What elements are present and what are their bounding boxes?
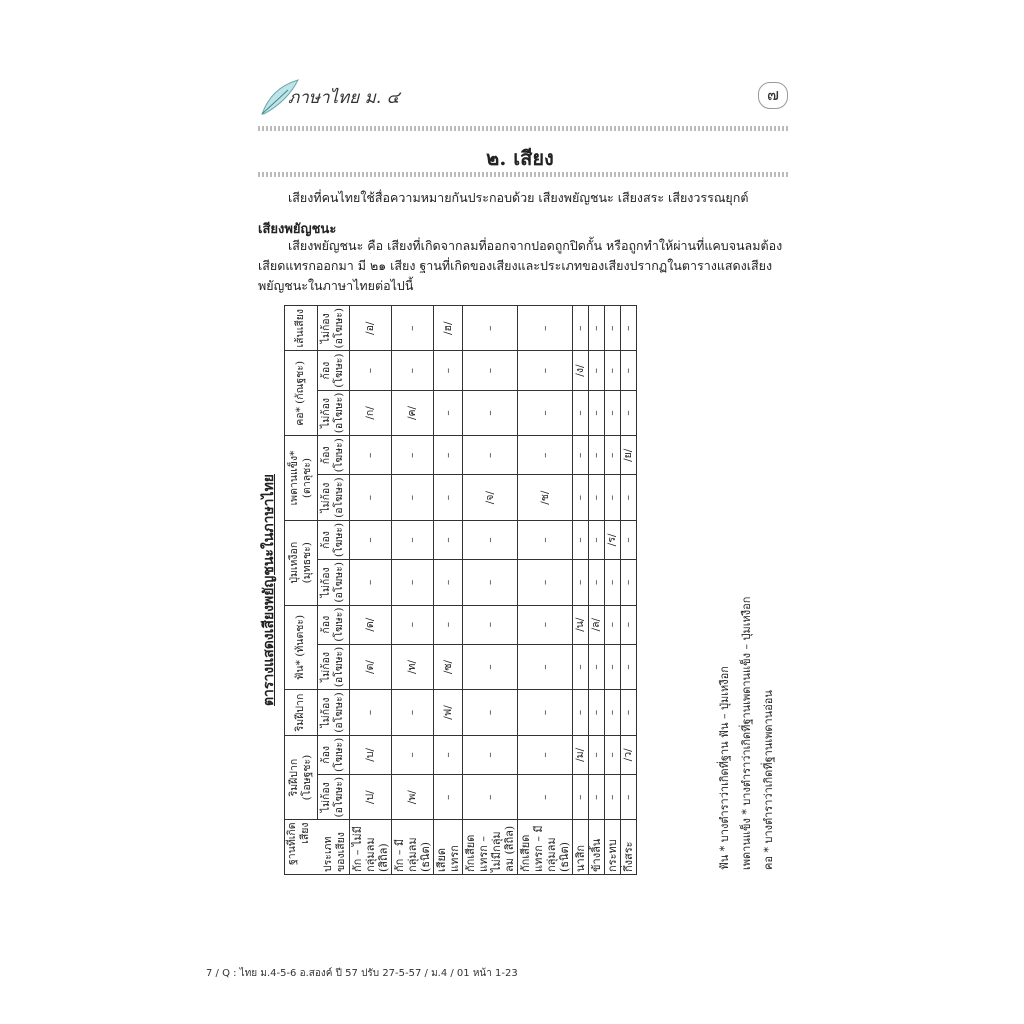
phoneme-cell: – — [605, 774, 621, 820]
corner-type-label: ประเภทของเสียง — [322, 832, 347, 872]
phoneme-cell: – — [463, 436, 518, 475]
phoneme-cell: – — [621, 351, 637, 390]
phoneme-cell: /ม/ — [573, 735, 589, 774]
voiced-header — [317, 351, 350, 390]
phoneme-cell: – — [434, 560, 463, 606]
voicing-sublabel: (อโฆษะ) — [333, 692, 346, 733]
voicing-label: ก้อง — [320, 615, 333, 634]
phoneme-cell: – — [605, 436, 621, 475]
voicing-sublabel: (อโฆษะ) — [333, 646, 346, 688]
phoneme-cell: – — [621, 644, 637, 690]
voicing-label: ไม่ก้อง — [320, 697, 333, 728]
row-label: กึ่งสระ — [621, 820, 637, 875]
voicing-sublabel: (อโฆษะ) — [333, 477, 346, 518]
note-line: คอ * บางตำราว่าเกิดที่ฐานเพดานอ่อน — [762, 690, 775, 870]
phoneme-cell: – — [589, 735, 605, 774]
phoneme-cell: – — [350, 475, 392, 521]
voicing-label: ไม่ก้อง — [320, 782, 333, 813]
voiced-header — [317, 605, 350, 644]
phoneme-cell: – — [392, 605, 434, 644]
phoneme-cell: – — [518, 774, 573, 820]
voiceless-header — [317, 644, 350, 690]
row-label: เสียดแทรก — [434, 820, 463, 875]
phoneme-cell: – — [518, 390, 573, 436]
corner-place-label: ฐานที่เกิดเสียง — [286, 822, 311, 865]
phoneme-cell: /น/ — [573, 605, 589, 644]
phoneme-cell: /ต/ — [350, 644, 392, 690]
section-body: เสียงพยัญชนะ คือ เสียงที่เกิดจากลมที่ออกจากปอดถูกปิดกั้น หรือถูกทำให้ผ่านที่แคบจนลมต้องเสียดแทรกออกมา มี ๒๑ เสียง ฐานที่เกิดของเสียงและประเภทของเสียงปรากฏในตารางแสดงเสียงพยัญชนะในภาษาไทยต่อไปนี้ — [258, 238, 783, 293]
phoneme-cell: – — [518, 690, 573, 736]
table-caption: ตารางแสดงเสียงพยัญชนะในภาษาไทย — [261, 473, 277, 707]
phoneme-cell: – — [392, 351, 434, 390]
chapter-divider — [258, 172, 788, 177]
phoneme-cell: /ซ/ — [434, 644, 463, 690]
phoneme-cell: – — [589, 520, 605, 559]
voicing-label: ไม่ก้อง — [320, 313, 333, 344]
row-label: กักเสียดแทรก – มีกลุ่มลม (ธนิต) — [518, 820, 573, 875]
phoneme-cell: – — [621, 475, 637, 521]
phoneme-cell: /ย/ — [621, 436, 637, 475]
voiced-header — [317, 436, 350, 475]
page-number: ๗ — [758, 82, 788, 109]
phoneme-cell: – — [518, 644, 573, 690]
place-header: เส้นเสียง — [285, 306, 318, 352]
table-row — [573, 306, 589, 875]
phoneme-cell: /ง/ — [573, 351, 589, 390]
phoneme-cell: /จ/ — [463, 475, 518, 521]
voiced-header — [317, 520, 350, 559]
consonant-table — [284, 305, 637, 875]
phoneme-cell: /ฮ/ — [434, 306, 463, 352]
phoneme-cell: – — [350, 690, 392, 736]
phoneme-cell: – — [605, 690, 621, 736]
voiced-header — [317, 735, 350, 774]
phoneme-cell: /ร/ — [605, 520, 621, 559]
phoneme-cell: /ท/ — [392, 644, 434, 690]
note-line: เพดานแข็ง * บางตำราว่าเกิดที่ฐานเพดานแข็ง – ปุ่มเหงือก — [740, 596, 753, 870]
phoneme-cell: – — [621, 690, 637, 736]
row-label: กัก – ไม่มีกลุ่มลม (สิถิล) — [350, 820, 392, 875]
phoneme-cell: – — [589, 690, 605, 736]
table-row — [621, 306, 637, 875]
section-heading: เสียงพยัญชนะ — [258, 222, 337, 237]
phoneme-cell: – — [434, 351, 463, 390]
phoneme-cell: – — [392, 735, 434, 774]
voicing-label: ก้อง — [320, 531, 333, 549]
voiceless-header — [317, 560, 350, 606]
phoneme-cell: – — [605, 306, 621, 352]
phoneme-cell: – — [605, 390, 621, 436]
place-header: ริมฝีปาก — [285, 690, 318, 736]
phoneme-cell: – — [573, 436, 589, 475]
phoneme-cell: – — [350, 351, 392, 390]
voicing-sublabel: (โฆษะ) — [333, 737, 346, 772]
table-corner — [285, 820, 350, 875]
phoneme-cell: – — [605, 735, 621, 774]
voicing-sublabel: (อโฆษะ) — [333, 308, 346, 349]
phoneme-cell: – — [573, 560, 589, 606]
voiceless-header — [317, 690, 350, 736]
phoneme-cell: – — [392, 520, 434, 559]
phoneme-cell: – — [573, 520, 589, 559]
table-row — [350, 306, 392, 875]
phoneme-cell: – — [463, 774, 518, 820]
phoneme-cell: – — [463, 351, 518, 390]
row-label: กักเสียดแทรก – ไม่มีกลุ่มลม (สิถิล) — [463, 820, 518, 875]
note-line: ฟัน * บางตำราว่าเกิดที่ฐาน ฟัน – ปุ่มเหงือก — [718, 666, 731, 870]
phoneme-cell: – — [589, 475, 605, 521]
row-label: นาสิก — [573, 820, 589, 875]
voicing-label: ไม่ก้อง — [320, 567, 333, 598]
table-notes — [714, 540, 784, 870]
phoneme-cell: – — [392, 475, 434, 521]
phoneme-cell: – — [392, 560, 434, 606]
phoneme-cell: – — [463, 605, 518, 644]
phoneme-cell: – — [434, 390, 463, 436]
phoneme-cell: /ว/ — [621, 735, 637, 774]
phoneme-cell: – — [605, 605, 621, 644]
phoneme-cell: – — [573, 644, 589, 690]
phoneme-cell: /ด/ — [350, 605, 392, 644]
phoneme-cell: – — [350, 520, 392, 559]
phoneme-cell: – — [621, 390, 637, 436]
phoneme-cell: – — [573, 690, 589, 736]
consonant-table-area — [258, 305, 698, 875]
phoneme-cell: – — [392, 690, 434, 736]
phoneme-cell: – — [392, 436, 434, 475]
row-label: กัก – มีกลุ่มลม (ธนิต) — [392, 820, 434, 875]
book-title: ภาษาไทย ม. ๔ — [288, 88, 400, 108]
phoneme-cell: – — [350, 560, 392, 606]
table-row — [434, 306, 463, 875]
phoneme-cell: – — [621, 605, 637, 644]
voicing-sublabel: (โฆษะ) — [333, 607, 346, 642]
phoneme-cell: – — [589, 436, 605, 475]
phoneme-cell: – — [434, 735, 463, 774]
voicing-sublabel: (โฆษะ) — [333, 522, 346, 558]
phoneme-cell: – — [621, 306, 637, 352]
phoneme-cell: /ป/ — [350, 774, 392, 820]
phoneme-cell: – — [573, 306, 589, 352]
voicing-sublabel: (อโฆษะ) — [333, 562, 346, 603]
page-footer: 7 / Q : ไทย ม.4-5-6 อ.สองค์ ปี 57 ปรับ 27-5-57 / ม.4 / 01 หน้า 1-23 — [206, 968, 518, 979]
voicing-label: ก้อง — [320, 446, 333, 465]
phoneme-cell: – — [463, 735, 518, 774]
phoneme-cell: – — [605, 560, 621, 606]
voiceless-header — [317, 774, 350, 820]
phoneme-cell: – — [605, 644, 621, 690]
phoneme-cell: /ช/ — [518, 475, 573, 521]
phoneme-cell: – — [463, 390, 518, 436]
phoneme-cell: – — [605, 351, 621, 390]
place-header: ริมฝีปาก (โอษฐชะ) — [285, 735, 318, 820]
voicing-label: ไม่ก้อง — [320, 397, 333, 428]
phoneme-cell: – — [605, 475, 621, 521]
phoneme-cell: – — [518, 560, 573, 606]
phoneme-cell: – — [463, 306, 518, 352]
phoneme-cell: – — [463, 520, 518, 559]
voiceless-header — [317, 475, 350, 521]
phoneme-cell: – — [434, 475, 463, 521]
phoneme-cell: – — [434, 520, 463, 559]
phoneme-cell: – — [434, 605, 463, 644]
place-header: ปุ่มเหงือก (มุทธชะ) — [285, 520, 318, 605]
voiceless-header — [317, 390, 350, 436]
phoneme-cell: /บ/ — [350, 735, 392, 774]
chapter-title: ๒. เสียง — [486, 146, 554, 170]
page-header — [258, 78, 788, 118]
phoneme-cell: – — [573, 390, 589, 436]
voicing-header-row — [317, 306, 350, 875]
intro-paragraph: เสียงที่คนไทยใช้สื่อความหมายกันประกอบด้วย เสียงพยัญชนะ เสียงสระ เสียงวรรณยุกต์ — [288, 190, 749, 205]
phoneme-cell: – — [518, 735, 573, 774]
phoneme-cell: – — [518, 436, 573, 475]
row-label: กระทบ — [605, 820, 621, 875]
place-header: คอ* (กัณฐชะ) — [285, 351, 318, 436]
phoneme-cell: /ฟ/ — [434, 690, 463, 736]
phoneme-cell: – — [589, 560, 605, 606]
phoneme-cell: – — [518, 306, 573, 352]
voicing-label: ไม่ก้อง — [320, 652, 333, 682]
phoneme-cell: – — [434, 774, 463, 820]
top-divider — [258, 126, 788, 131]
phoneme-cell: – — [463, 560, 518, 606]
table-row — [392, 306, 434, 875]
phoneme-cell: /ก/ — [350, 390, 392, 436]
phoneme-cell: – — [518, 605, 573, 644]
table-row — [518, 306, 573, 875]
phoneme-cell: – — [434, 436, 463, 475]
phoneme-cell: – — [463, 644, 518, 690]
phoneme-cell: – — [518, 520, 573, 559]
table-row — [463, 306, 518, 875]
voiceless-header — [317, 306, 350, 352]
phoneme-cell: – — [350, 436, 392, 475]
voicing-sublabel: (อโฆษะ) — [333, 776, 346, 818]
place-header: ฟัน* (ทันตชะ) — [285, 605, 318, 690]
table-row — [589, 306, 605, 875]
phoneme-cell: /ล/ — [589, 605, 605, 644]
phoneme-cell: – — [392, 306, 434, 352]
phoneme-cell: – — [573, 774, 589, 820]
phoneme-cell: – — [589, 774, 605, 820]
phoneme-cell: – — [589, 390, 605, 436]
voicing-sublabel: (อโฆษะ) — [333, 392, 346, 434]
voicing-label: ไม่ก้อง — [320, 482, 333, 513]
phoneme-cell: /พ/ — [392, 774, 434, 820]
phoneme-cell: – — [589, 351, 605, 390]
voicing-sublabel: (โฆษะ) — [333, 353, 346, 388]
phoneme-cell: – — [518, 351, 573, 390]
phoneme-cell: – — [589, 306, 605, 352]
phoneme-cell: /ค/ — [392, 390, 434, 436]
phoneme-cell: – — [573, 475, 589, 521]
phoneme-cell: – — [621, 560, 637, 606]
phoneme-cell: – — [621, 520, 637, 559]
table-body — [350, 306, 637, 875]
phoneme-cell: – — [463, 690, 518, 736]
voicing-label: ก้อง — [320, 745, 333, 764]
voicing-sublabel: (โฆษะ) — [333, 438, 346, 473]
phoneme-cell: – — [621, 774, 637, 820]
voicing-label: ก้อง — [320, 361, 333, 380]
row-label: ข้างลิ้น — [589, 820, 605, 875]
phoneme-cell: /อ/ — [350, 306, 392, 352]
phoneme-cell: – — [589, 644, 605, 690]
place-header: เพดานแข็ง* (ตาลุชะ) — [285, 436, 318, 521]
table-row — [605, 306, 621, 875]
